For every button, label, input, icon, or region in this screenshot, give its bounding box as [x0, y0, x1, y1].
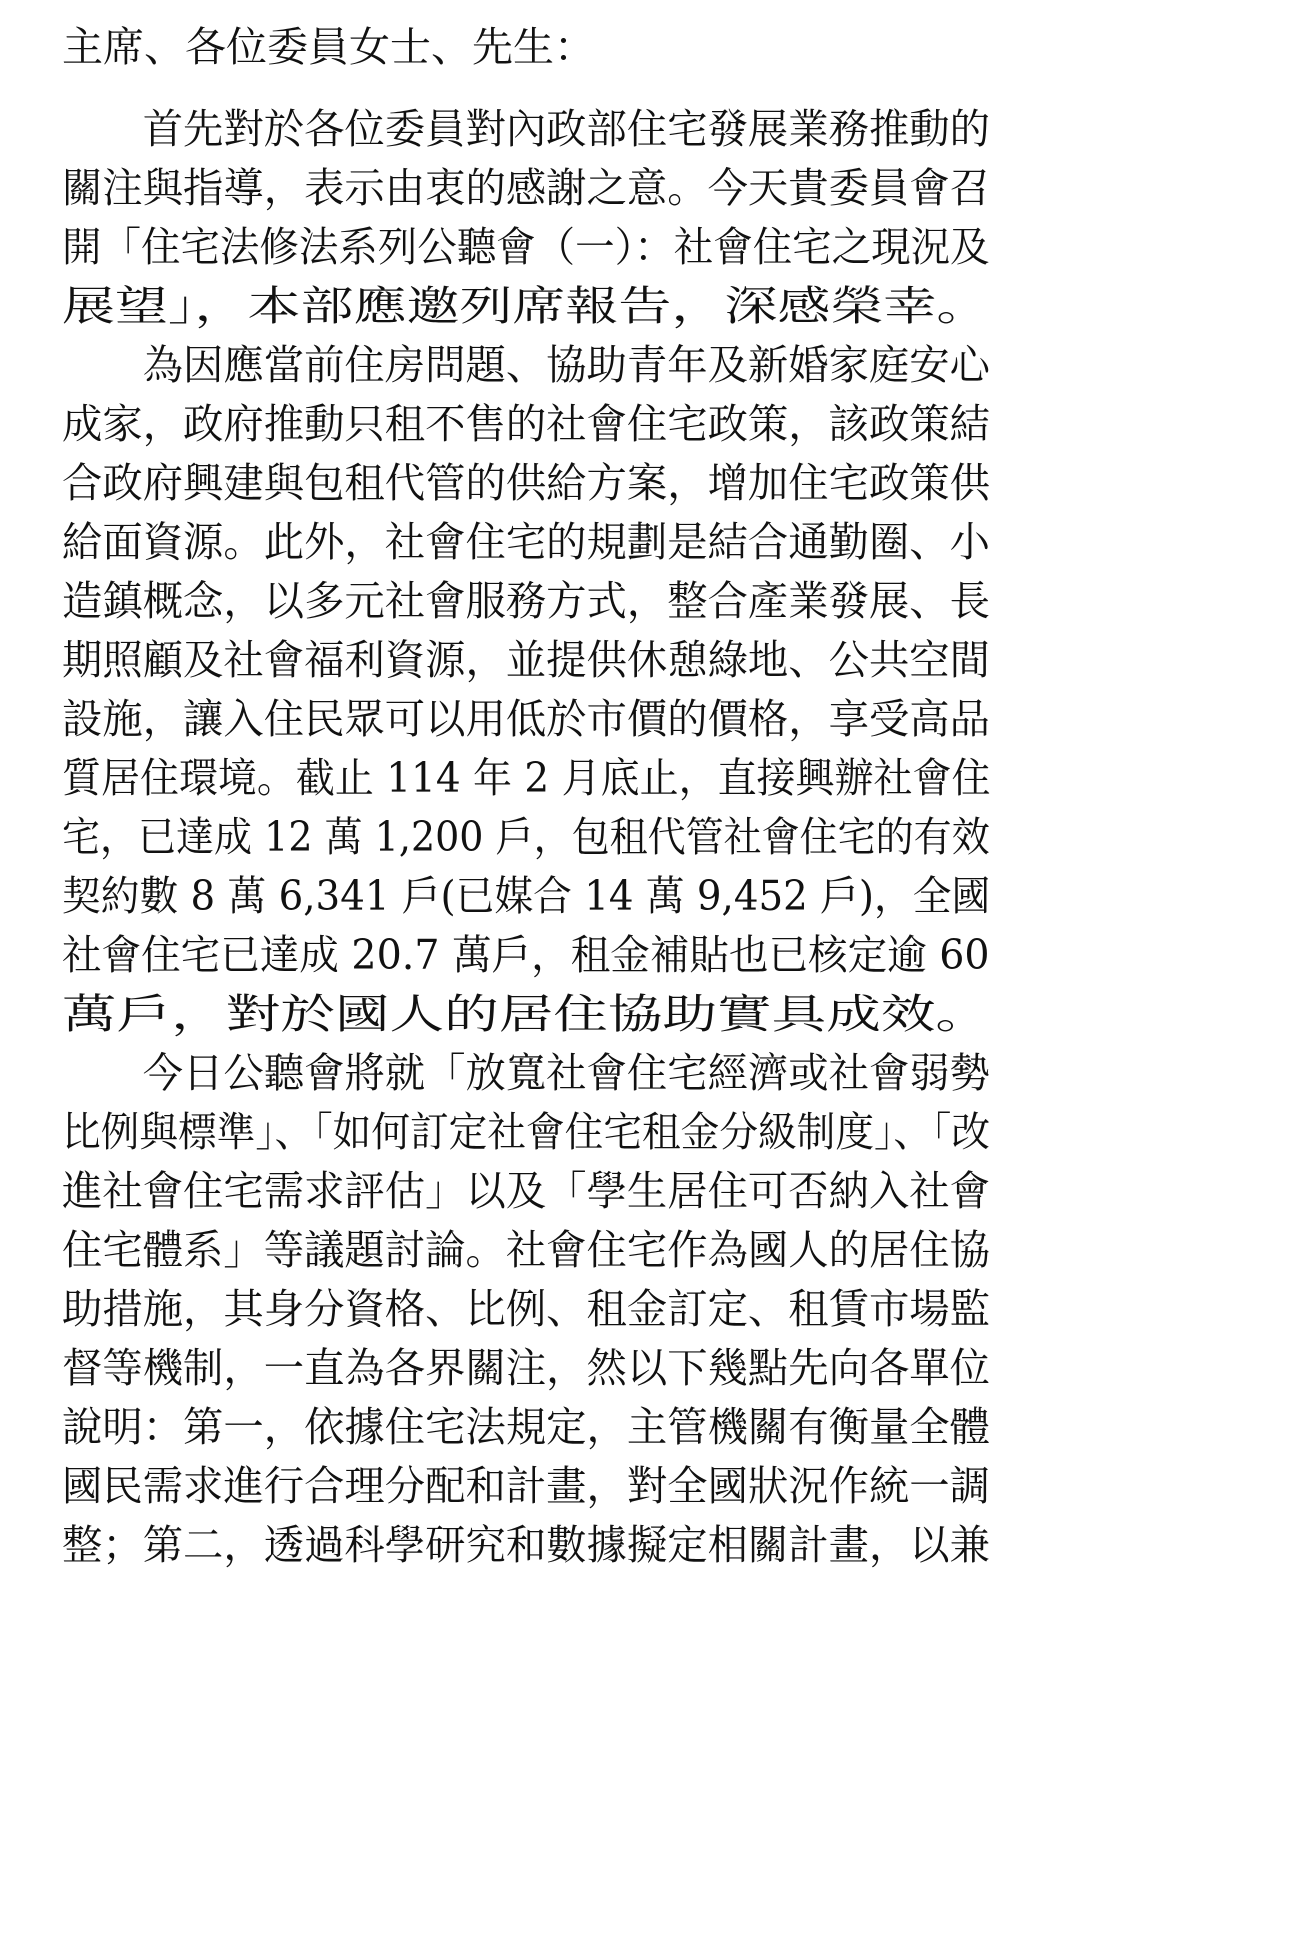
paragraph-3-line-4: 住宅體系」等議題討論。社會住宅作為國人的居住協: [62, 1226, 990, 1274]
paragraph-3-line-3: 進社會住宅需求評估」以及「學生居住可否納入社會: [62, 1167, 990, 1215]
paragraph-3-line-8: 國民需求進行合理分配和計畫，對全國狀況作統一調: [62, 1462, 990, 1510]
paragraph-1-line-2: 關注與指導，表示由衷的感謝之意。今天貴委員會召: [62, 164, 990, 212]
paragraph-3-line-6: 督等機制，一直為各界關注，然以下幾點先向各單位: [62, 1344, 990, 1392]
paragraph-3-line-2: 比例與標準」、「如何訂定社會住宅租金分級制度」、「改: [62, 1108, 990, 1156]
paragraph-3-line-5: 助措施，其身分資格、比例、租金訂定、租賃市場監: [62, 1285, 990, 1333]
paragraph-2-line-8: 質居住環境。截止 114 年 2 月底止，直接興辦社會住: [62, 754, 991, 802]
paragraph-3-line-9: 整；第二，透過科學研究和數據擬定相關計畫，以兼: [62, 1521, 990, 1569]
paragraph-2-line-12: 萬戶，對於國人的居住協助實具成效。: [62, 990, 991, 1038]
paragraph-2-line-9: 宅，已達成 12 萬 1,200 戶，包租代管社會住宅的有效: [62, 813, 990, 861]
paragraph-2-line-1: 為因應當前住房問題、協助青年及新婚家庭安心: [62, 341, 990, 389]
salutation-line: 主席、各位委員女士、先生：: [62, 23, 595, 71]
paragraph-1-line-3: 開「住宅法修法系列公聽會（一）：社會住宅之現況及: [62, 223, 990, 271]
paragraph-2-line-4: 給面資源。此外，社會住宅的規劃是結合通勤圈、小: [62, 518, 990, 566]
paragraph-2-line-11: 社會住宅已達成 20.7 萬戶，租金補貼也已核定逾 60: [62, 931, 990, 979]
paragraph-1-line-1: 首先對於各位委員對內政部住宅發展業務推動的: [62, 105, 990, 153]
paragraph-2-line-6: 期照顧及社會福利資源，並提供休憩綠地、公共空間: [62, 636, 990, 684]
paragraph-2-line-7: 設施，讓入住民眾可以用低於市價的價格，享受高品: [62, 695, 990, 743]
paragraph-3-line-7: 說明：第一，依據住宅法規定，主管機關有衡量全體: [62, 1403, 990, 1451]
paragraph-2-line-3: 合政府興建與包租代管的供給方案，增加住宅政策供: [62, 459, 990, 507]
paragraph-3-line-1: 今日公聽會將就「放寬社會住宅經濟或社會弱勢: [62, 1049, 990, 1097]
paragraph-2-line-5: 造鎮概念，以多元社會服務方式，整合產業發展、長: [62, 577, 990, 625]
paragraph-2-line-10: 契約數 8 萬 6,341 戶(已媒合 14 萬 9,452 戶)，全國: [62, 872, 991, 920]
paragraph-2-line-2: 成家，政府推動只租不售的社會住宅政策，該政策結: [62, 400, 990, 448]
paragraph-1-line-4: 展望」，本部應邀列席報告，深感榮幸。: [62, 282, 990, 330]
